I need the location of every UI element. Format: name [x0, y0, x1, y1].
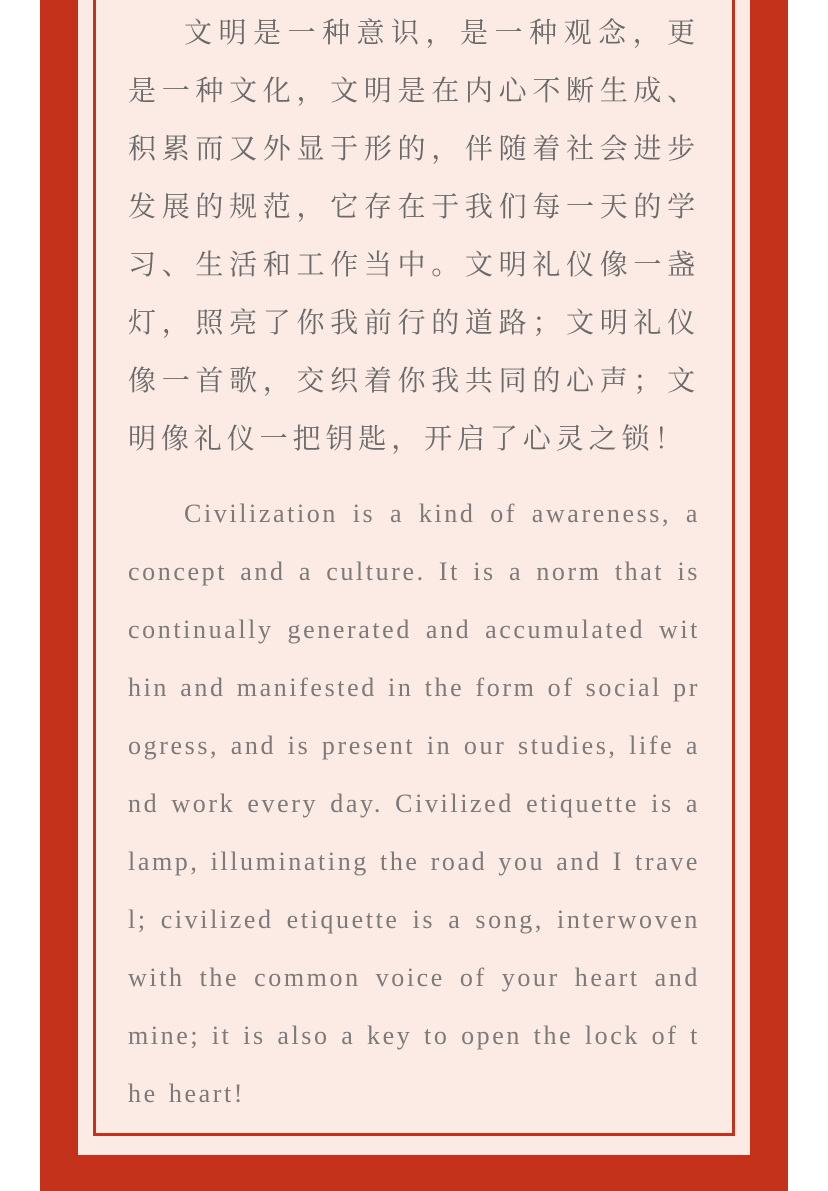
article-body — [128, 4, 700, 1123]
english-paragraph: Civilization is a kind of awareness, a concept and a culture. It is a norm that is continually generated and accumulated within and manifested in the form of social progress, and is present in our studies, life and work every day. Civilized etiquette is a lamp, illuminating the road you and I travel; civilized etiquette is a song, interwoven with the common voice of your heart and mine; it is also a key to open the lock of the heart! — [128, 499, 701, 1108]
chinese-paragraph: 文明是一种意识，是一种观念，更是一种文化，文明是在内心不断生成、积累而又外显于形的，伴随着社会进步发展的规范，它存在于我们每一天的学习、生活和工作当中。文明礼仪像一盏灯，照亮了你我前行的道路；文明礼仪像一首歌，交织着你我共同的心声；文明像礼仪一把钥匙，开启了心灵之锁！ — [128, 16, 700, 455]
